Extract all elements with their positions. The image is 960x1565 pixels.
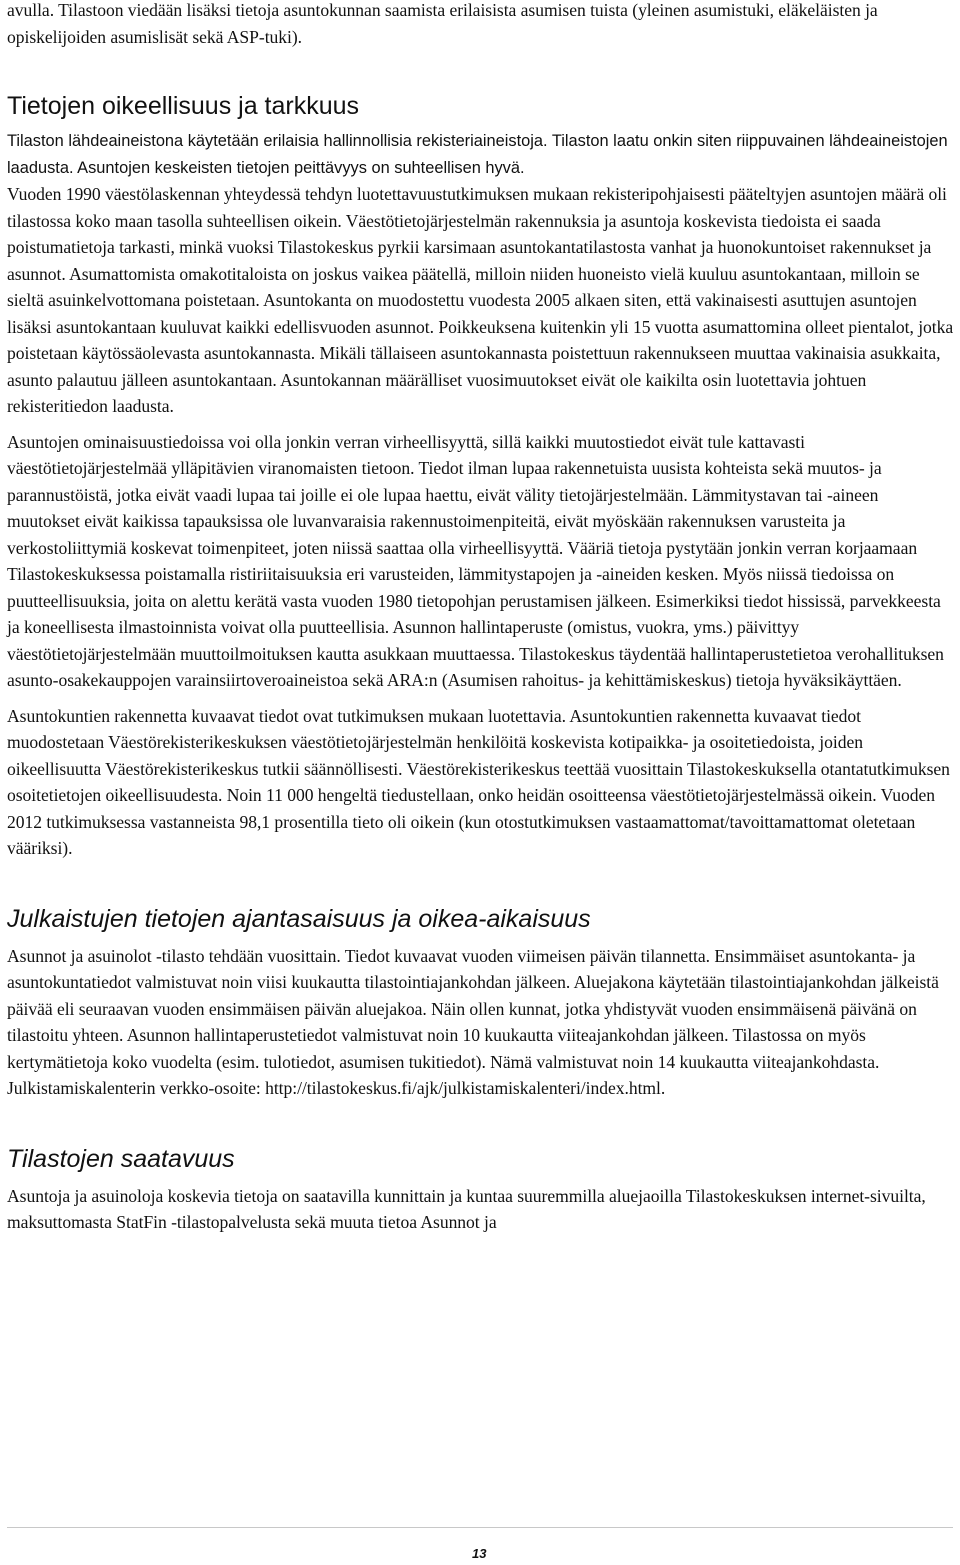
accuracy-paragraph-3: Asuntokuntien rakennetta kuvaavat tiedot ovat tutkimuksen mukaan luotettavia. Asuntokuntien rakennetta kuvaavat tiedot muodostetaan Väestörekisterikeskuksen väestötietojärjestelmän henkilöitä koskevista kotipaikka- ja osoitetiedoista, joiden oikeellisuutta Väestörekisterikeskus tutkii säännöllisesti. Väestörekisterikeskus teettää vuosittain Tilastokeskuksella otantatutkimuksen osoitetietojen oikeellisuudesta. Noin 11 000 hengeltä tiedustellaan, onko heidän osoitteensa väestötietojärjestelmässä oikein. Vuoden 2012 tutkimuksessa vastanneista 98,1 prosentilla tieto oli oikein (kun otostutkimuksen vastaamattomat/tavoittamattomat oletetaan vääriksi). — [7, 705, 950, 858]
accuracy-lead-paragraph: Tilaston lähdeaineistona käytetään erilaisia hallinnollisia rekisteriaineistoja. Tilaston laatu onkin siten riippuvainen lähdeaineistojen laadusta. Asuntojen keskeisten tietojen peittävyys on suhteellisen hyvä. — [7, 132, 948, 177]
accuracy-paragraph-1: Vuoden 1990 väestölaskennan yhteydessä tehdyn luotettavuustutkimuksen mukaan rekisteripohjaisesti pääteltyjen asuntojen määrä oli tilastossa koko maan tasolla suhteellisen oikein. Väestötietojärjestelmän rakennuksia ja asuntoja koskevista tiedoista ei saada poistumatietoja tarkasti, minkä vuoksi Tilastokeskus pyrkii karsimaan asuntokantatilastosta vanhat ja huonokuntoiset rakennukset ja asunnot. Asumattomista omakotitaloista on joskus vaikea päätellä, milloin niiden huoneisto vielä kuuluu asuntokantaan, milloin se sieltä asuinkelvottomana poistetaan. Asuntokanta on muodostettu vuodesta 2005 alkaen siten, että vakinaisesti asuttujen asuntojen lisäksi asuntokantaan kuuluvat kaikki edellisvuoden asunnot. Poikkeuksena kuitenkin yli 15 vuotta asumattomina olleet pientalot, jotka poistetaan käytössäolevasta asuntokannasta. Mikäli tällaiseen asuntokannasta poistettuun rakennukseen muuttaa vakinaisia asukkaita, asunto palautuu jälleen asuntokantaan. Asuntokannan määrälliset vuosimuutokset eivät ole kaikilta osin luotettavia johtuen rekisteritiedon laadusta. — [7, 184, 954, 416]
heading-availability: Tilastojen saatavuus — [7, 1144, 235, 1173]
heading-timeliness: Julkaistujen tietojen ajantasaisuus ja oikea-aikaisuus — [7, 904, 591, 933]
page-number: 13 — [472, 1546, 487, 1561]
availability-paragraph: Asuntoja ja asuinoloja koskevia tietoja on saatavilla kunnittain ja kuntaa suuremmilla aluejaoilla Tilastokeskuksen internet-sivuilta, maksuttomasta StatFin -tilastopalvelusta sekä muuta tietoa Asunnot ja — [7, 1185, 926, 1232]
document-page — [7, 0, 955, 1236]
intro-paragraph: avulla. Tilastoon viedään lisäksi tietoja asuntokunnan saamista erilaisista asumisen tuista (yleinen asumistuki, eläkeläisten ja opiskelijoiden asumislisät sekä ASP-tuki). — [7, 0, 878, 47]
footer-rule — [7, 1527, 953, 1528]
timeliness-paragraph: Asunnot ja asuinolot -tilasto tehdään vuosittain. Tiedot kuvaavat vuoden viimeisen päivän tilannetta. Ensimmäiset asuntokanta- ja asuntokuntatiedot valmistuvat noin viisi kuukautta tilastointiajankohdan jälkeen. Aluejakona käytetään tilastointiajankohdan jälkeistä päivää eli seuraavan vuoden ensimmäisen päivän aluejakoa. Näin ollen kunnat, jotka yhdistyvät vuoden ensimmäisenä päivänä on tilastoitu yhteen. Asunnon hallintaperustetiedot valmistuvat noin 10 kuukautta viiteajankohdan jälkeen. Tilastossa on myös kertymätietoja koko vuodelta (esim. tulotiedot, asumisen tukitiedot). Nämä valmistuvat noin 14 kuukautta viiteajankohdasta. Julkistamiskalenterin verkko-osoite: http://tilastokeskus.fi/ajk/julkistamiskalenteri/index.html. — [7, 945, 939, 1098]
accuracy-paragraph-2: Asuntojen ominaisuustiedoissa voi olla jonkin verran virheellisyyttä, sillä kaikki muutostiedot eivät tule kattavasti väestötietojärjestelmää ylläpitävien viranomaisten tietoon. Tiedot ilman lupaa rakennetuista uusista kohteista sekä muutos- ja parannustöistä, jotka eivät vaadi lupaa tai joille ei ole lupaa haettu, eivät välity tietojärjestelmään. Lämmitystavan tai -aineen muutokset eivät kaikissa tapauksissa ole luvanvaraisia rakennustoimenpiteitä, eivät myöskään rakennuksen varusteita ja verkostoliittymiä koskevat toimenpiteet, joten niissä saattaa olla virheellisyyttä. Vääriä tietoja pystytään jonkin verran korjaamaan Tilastokeskuksessa poistamalla ristiriitaisuuksia eri varusteiden, lämmitystapojen ja -aineiden kesken. Myös niissä tiedoissa on puutteellisuuksia, joita on alettu kerätä vasta vuoden 1980 tietopohjan perustamisen jälkeen. Esimerkiksi tiedot hississä, parvekkeesta ja koneellisesta ilmastoinnista voivat olla puutteellisia. Asunnon hallintaperuste (omistus, vuokra, yms.) päivittyy väestötietojärjestelmään muuttoilmoituksen kautta asukkaan muuttaessa. Tilastokeskus täydentää hallintaperustetietoa verohallituksen asunto-osakekauppojen varainsiirtoveroaineistoa sekä ARA:n (Asumisen rahoitus- ja kehittämiskeskus) tietoja hyväksikäyttäen. — [7, 431, 944, 690]
heading-accuracy: Tietojen oikeellisuus ja tarkkuus — [7, 92, 360, 120]
